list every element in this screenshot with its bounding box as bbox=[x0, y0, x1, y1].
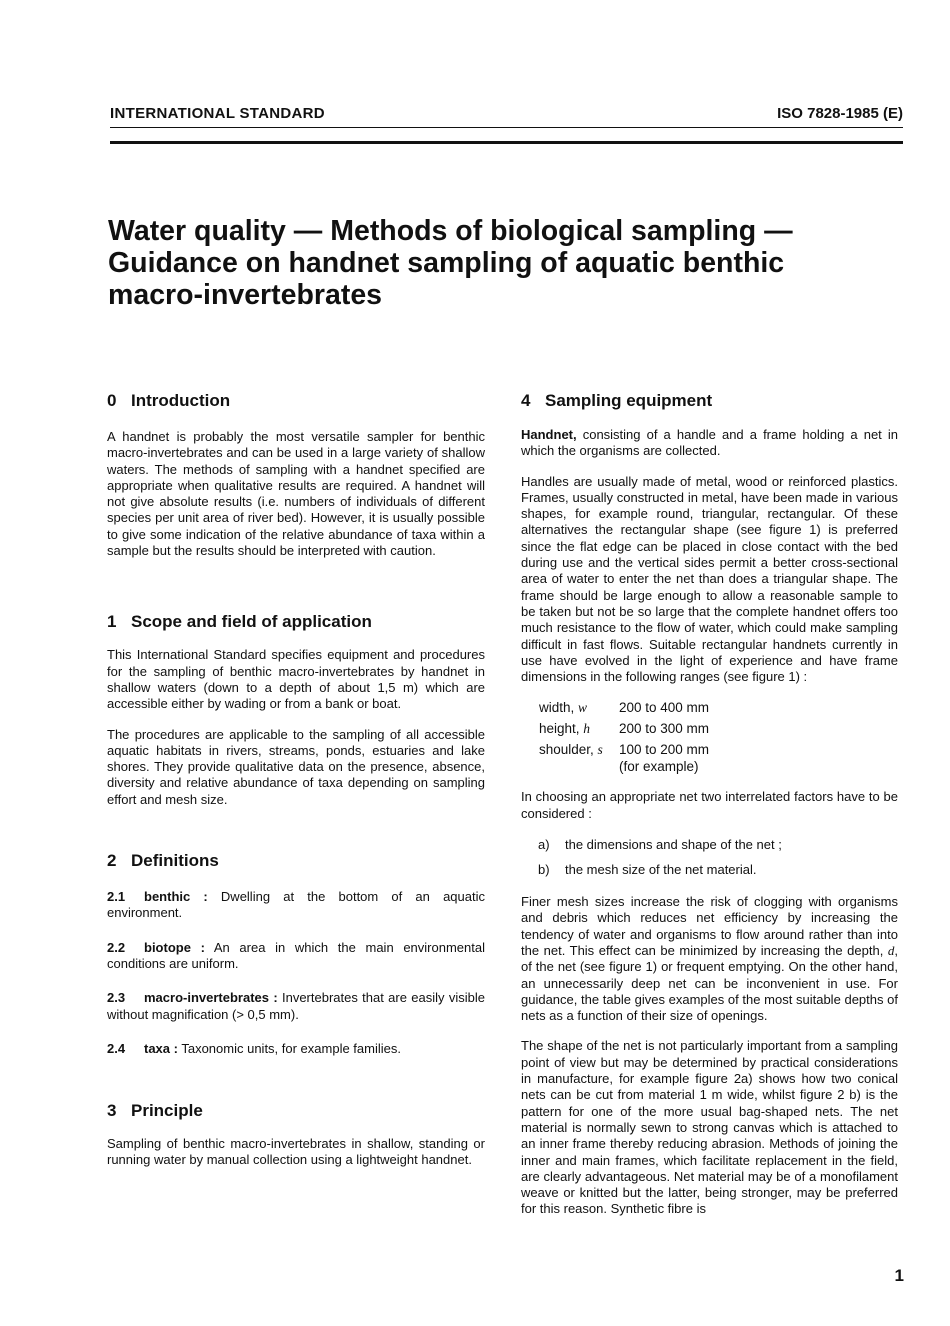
handnet-term: Handnet, bbox=[521, 427, 577, 442]
header-standard-number: ISO 7828-1985 (E) bbox=[777, 105, 903, 122]
range-row bbox=[539, 737, 709, 775]
frame-dimension-ranges bbox=[539, 699, 709, 775]
header-rule-thick bbox=[110, 141, 903, 144]
section-heading-sampling-equipment bbox=[521, 390, 898, 412]
header-standard-label: INTERNATIONAL STANDARD bbox=[110, 105, 325, 122]
page-number: 1 bbox=[894, 1266, 904, 1285]
factors-list bbox=[521, 837, 898, 878]
definition-term: macro-invertebrates : bbox=[144, 990, 278, 1006]
range-value: 100 to 200 mm (for example) bbox=[619, 742, 710, 775]
range-note: (for example) bbox=[619, 759, 699, 775]
section-number: 4 bbox=[521, 391, 531, 410]
scope-paragraph-2: The procedures are applicable to the sampling of all accessible aquatic habitats in rivers, streams, ponds, estuaries and lake shores. They provide qualitative data on the presence, absence, diversity and relative abundance of taxa depending on sampling effort and mesh size. bbox=[107, 726, 485, 807]
section-heading-principle bbox=[107, 1100, 485, 1122]
definition-item bbox=[107, 940, 485, 973]
section-heading-definitions bbox=[107, 850, 485, 872]
equipment-paragraph-mesh: Finer mesh sizes increase the risk of clogging with organisms and debris which reduces net efficiency by increasing the tendency of water and organisms to flow around rather than into the net. This effect can be minimized by increasing the depth, d, of the net (see figure 1) or frequent emptying. On the other hand, an unnecessarily deep net can be inconvenient in use. For guidance, the table gives examples of the most suitable depths of nets as a function of their size of openings. bbox=[521, 894, 898, 1024]
page-header bbox=[110, 105, 903, 127]
section-number: 1 bbox=[107, 612, 117, 632]
section-title: Definitions bbox=[131, 851, 219, 871]
section-heading-scope bbox=[107, 611, 485, 633]
range-row bbox=[539, 716, 709, 737]
section-heading-introduction bbox=[107, 390, 485, 412]
range-row bbox=[539, 699, 709, 716]
range-label: width, w bbox=[539, 700, 588, 716]
section-title: Scope and field of application bbox=[131, 612, 372, 632]
left-column bbox=[107, 390, 485, 1169]
definition-number: 2.2 bbox=[107, 939, 126, 955]
list-letter: a) bbox=[538, 837, 550, 853]
section-number: 0 bbox=[107, 391, 117, 410]
equipment-paragraph-frames: Handles are usually made of metal, wood or reinforced plastics. Frames, usually constructed in metal, have been made in various shapes, for example round, triangular, rectangular. Of these alternatives the rectangular shape (see figure 1) is preferred since the flat edge can be placed in close contact with the bed during use and the vertical sides permit a better cross-sectional area of water to enter the net than does a triangular shape. The frame should be large enough to allow a reasonable sample to be taken but not be so large that the complete handnet offers too much resistance to the flow of water, which could make sampling difficult in fast flows. Suitable rectangular handnets currently in use have evolved in the light of experience and have frame dimensions in the following ranges (see figure 1) : bbox=[521, 473, 898, 685]
definition-text: Taxonomic units, for example families. bbox=[177, 1040, 401, 1056]
section-title: Principle bbox=[131, 1101, 203, 1121]
definition-number: 2.3 bbox=[107, 990, 126, 1006]
handnet-description: consisting of a handle and a frame holding a net in which the organisms are collected. bbox=[521, 427, 898, 459]
definition-term: benthic : bbox=[144, 889, 208, 905]
range-symbol: w bbox=[578, 700, 588, 716]
header-rule-thin bbox=[110, 127, 903, 128]
range-value: 200 to 400 mm bbox=[619, 700, 710, 716]
definition-text: Dwelling at the bottom of an aquatic environment. bbox=[107, 889, 485, 921]
list-text: the dimensions and shape of the net ; bbox=[565, 837, 782, 853]
equipment-paragraph-shape: The shape of the net is not particularly important from a sampling point of view but may be determined by practical considerations in manufacture, for example figure 2a) shows how two conical nets can be cut from material 1 m wide, whilst figure 2 b) is the pattern for one of the more usual bag-shaped nets. The net material is normally sewn to strong canvas which is attached to an inner frame thereby reducing abrasion. Methods of joining the inner and main frames, which facilitate replacement in the field, are clearly advantageous. Net material may be of a monofilament weave or knitted but the latter, being stronger, may be preferred for this reason. Synthetic fibre is bbox=[521, 1038, 898, 1217]
right-column bbox=[521, 390, 898, 1218]
principle-paragraph: Sampling of benthic macro-invertebrates in shallow, standing or running water by manual collection using a lightweight handnet. bbox=[107, 1136, 485, 1168]
list-letter: b) bbox=[538, 862, 550, 878]
range-value: 200 to 300 mm bbox=[619, 721, 710, 737]
equipment-lead-paragraph bbox=[521, 427, 898, 460]
definition-item bbox=[107, 889, 485, 922]
section-title: Sampling equipment bbox=[545, 391, 713, 410]
definition-term: biotope : bbox=[144, 939, 205, 955]
range-label: shoulder, s bbox=[539, 742, 603, 758]
definition-text: Invertebrates that are easily visible without magnification (> 0,5 mm). bbox=[107, 990, 485, 1022]
list-item bbox=[538, 837, 898, 853]
section-number: 2 bbox=[107, 851, 117, 871]
scope-paragraph-1: This International Standard specifies equipment and procedures for the sampling of benthic macro-invertebrates by handnet in shallow waters (down to a depth of about 1,5 m) which are accessible either by wading or from a bank or boat. bbox=[107, 647, 485, 712]
definition-term: taxa : bbox=[144, 1040, 178, 1056]
title-line-1: Water quality — Methods of biological sampling — bbox=[108, 215, 793, 247]
list-text: the mesh size of the net material. bbox=[565, 862, 757, 878]
list-item bbox=[538, 862, 898, 878]
range-symbol: s bbox=[597, 742, 603, 758]
equipment-paragraph-factors: In choosing an appropriate net two interrelated factors have to be considered : bbox=[521, 789, 898, 821]
definition-item bbox=[107, 1041, 485, 1057]
depth-symbol: d bbox=[887, 942, 895, 958]
title-line-3: macro-invertebrates bbox=[108, 279, 383, 311]
definition-number: 2.4 bbox=[107, 1040, 126, 1056]
definition-number: 2.1 bbox=[107, 889, 126, 905]
definition-text: An area in which the main environmental conditions are uniform. bbox=[107, 939, 485, 971]
section-title: Introduction bbox=[131, 391, 231, 410]
range-symbol: h bbox=[583, 721, 591, 737]
title-line-2: Guidance on handnet sampling of aquatic benthic bbox=[108, 247, 785, 279]
introduction-paragraph: A handnet is probably the most versatile sampler for benthic macro-invertebrates and can be used in a large variety of shallow waters. The methods of sampling with a handnet specified are appropriate when qualitative results are required. A handnet will not give absolute results (i.e. numbers of individuals of different species per unit area of river bed). However, it is usually possible to give some indication of the relative abundance of taxa within a sample but the results should be interpreted with caution. bbox=[107, 429, 485, 559]
range-label: height, h bbox=[539, 721, 591, 737]
section-number: 3 bbox=[107, 1101, 117, 1121]
document-title bbox=[108, 215, 868, 311]
definition-item bbox=[107, 990, 485, 1023]
